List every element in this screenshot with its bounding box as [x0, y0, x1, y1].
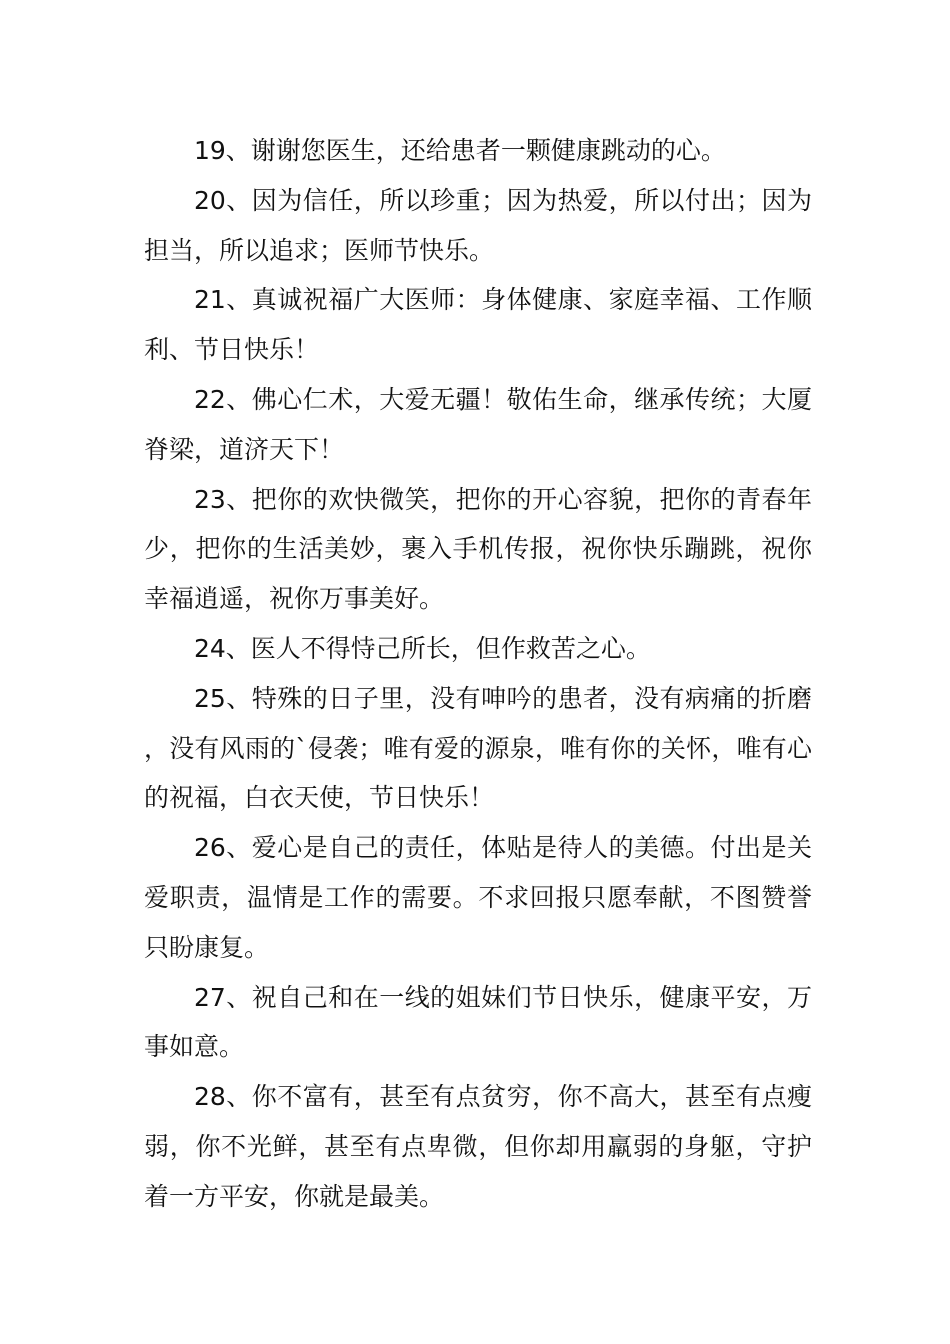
paragraph-26: 26、爱心是自己的责任，体贴是待人的美德。付出是关爱职责，温情是工作的需要。不求回报只愿奉献，不图赞誉只盼康复。	[144, 833, 812, 962]
paragraph-21: 21、真诚祝福广大医师：身体健康、家庭幸福、工作顺利、节日快乐！	[144, 285, 812, 365]
paragraph-23: 23、把你的欢快微笑，把你的开心容貌，把你的青春年少，把你的生活美妙，裹入手机传报，祝你快乐蹦跳，祝你幸福逍遥，祝你万事美好。	[144, 484, 812, 614]
paragraph-24: 24、医人不得恃己所长，但作救苦之心。	[194, 633, 651, 663]
paragraph-25: 25、特殊的日子里，没有呻吟的患者，没有病痛的折磨，没有风雨的`侵袭；唯有爱的源泉，唯有你的关怀，唯有心的祝福，白衣天使，节日快乐！	[144, 683, 812, 813]
paragraph-22: 22、佛心仁术，大爱无疆！敬佑生命，继承传统；大厦脊梁，道济天下！	[144, 384, 812, 464]
paragraph-19: 19、谢谢您医生，还给患者一颗健康跳动的心。	[194, 136, 726, 165]
paragraph-20: 20、因为信任，所以珍重；因为热爱，所以付出；因为担当，所以追求；医师节快乐。	[144, 185, 812, 265]
paragraph-27: 27、祝自己和在一线的姐妹们节日快乐，健康平安，万事如意。	[144, 982, 812, 1062]
document-body	[144, 126, 812, 1222]
paragraph-28: 28、你不富有，甚至有点贫穷，你不高大，甚至有点瘦弱，你不光鲜，甚至有点卑微，但你却用羸弱的身躯，守护着一方平安，你就是最美。	[144, 1082, 812, 1211]
